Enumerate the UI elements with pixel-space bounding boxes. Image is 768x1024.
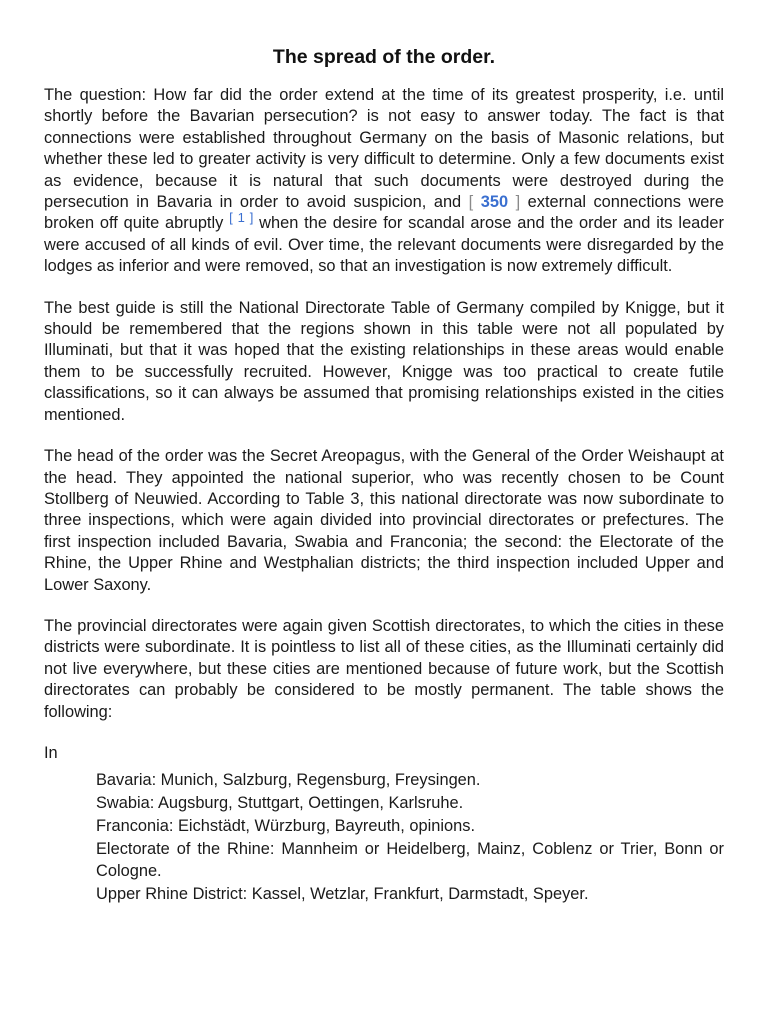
paragraph-1-text-c: when the desire for scandal arose and the order and its leader were accused of all kinds of evil. Over time, the relevant documents were disregarded by the lodges as inferior and were removed, so that an investigation is now extremely difficult. bbox=[44, 214, 724, 276]
regions-list bbox=[44, 770, 724, 905]
list-item: Upper Rhine District: Kassel, Wetzlar, Frankfurt, Darmstadt, Speyer. bbox=[96, 884, 589, 903]
footnote-link[interactable]: [ 1 ] bbox=[229, 210, 254, 226]
list-item: Bavaria: Munich, Salzburg, Regensburg, Freysingen. bbox=[96, 771, 481, 790]
page-number-link[interactable]: 350 bbox=[480, 193, 509, 212]
paragraph-3: The head of the order was the Secret Areopagus, with the General of the Order Weishaupt at the head. They appointed the national superior, who was recently chosen to be Count Stollberg of Neuwied. According to Table 3, this national directorate was now subordinate to three inspections, which were again divided into provincial directorates or prefectures. The first inspection included Bavaria, Swabia and Franconia; the second: the Electorate of the Rhine, the Upper Rhine and Westphalian districts; the third inspection included Upper and Lower Saxony. bbox=[44, 447, 724, 594]
paragraph-2: The best guide is still the National Directorate Table of Germany compiled by Knigge, but it should be remembered that the regions shown in this table were not all populated by Illuminati, but that it was hoped that the existing relationships in these areas would enable them to be successfully recruited. However, Knigge was too practical to create futile classifications, so it can always be assumed that promising relationships existed in the cities mentioned. bbox=[44, 298, 724, 424]
paragraph-1-text-b: external connections were broken off quite abruptly bbox=[44, 193, 724, 233]
page-marker-bracket-close: ] bbox=[515, 193, 521, 212]
list-item: Franconia: Eichstädt, Würzburg, Bayreuth, opinions. bbox=[96, 817, 475, 836]
paragraph-4: The provincial directorates were again given Scottish directorates, to which the cities in these districts were subordinate. It is pointless to list all of these cities, as the Illuminati certainly did not live everywhere, but these cities are mentioned because of future work, but the Scottish directorates can probably be considered to be mostly permanent. The table shows the following: bbox=[44, 616, 724, 721]
paragraph-1-text-a: The question: How far did the order extend at the time of its greatest prosperity, i.e. until shortly before the Bavarian persecution? is not easy to answer today. The fact is that connections were established throughout Germany on the basis of Masonic relations, but whether these led to greater activity is very difficult to determine. Only a few documents exist as evidence, because it is natural that such documents were destroyed during the persecution in Bavaria in order to avoid suspicion, and bbox=[44, 86, 724, 212]
page-marker-bracket-open: [ bbox=[468, 193, 474, 212]
paragraph-1 bbox=[44, 85, 724, 278]
in-label: In bbox=[44, 743, 58, 762]
page-title: The spread of the order. bbox=[272, 46, 496, 68]
list-item: Swabia: Augsburg, Stuttgart, Oettingen, Karlsruhe. bbox=[96, 794, 464, 813]
list-item: Electorate of the Rhine: Mannheim or Heidelberg, Mainz, Coblenz or Trier, Bonn or Cologne. bbox=[96, 840, 724, 880]
